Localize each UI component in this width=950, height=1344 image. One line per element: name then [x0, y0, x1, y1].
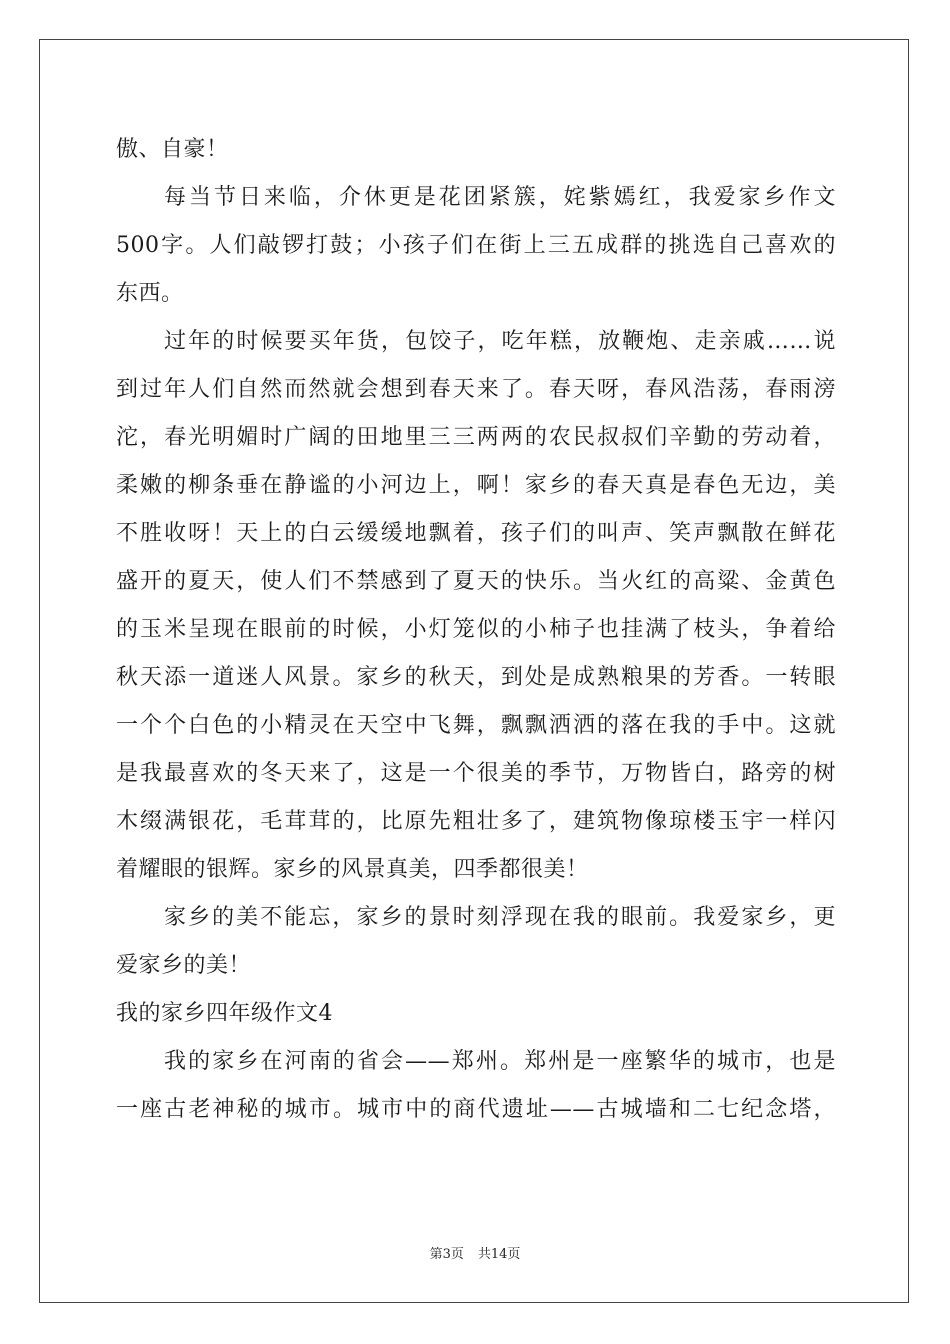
text-line: 是我最喜欢的冬天来了，这是一个很美的季节，万物皆白，路旁的树 — [116, 761, 836, 786]
section-heading: 我的家乡四年级作文4 — [116, 1001, 333, 1026]
page-number: 第3页 — [429, 1247, 464, 1262]
text-line: 不胜收呀！天上的白云缓缓地飘着，孩子们的叫声、笑声飘散在鲜花 — [116, 521, 836, 546]
text-line: 过年的时候要买年货，包饺子，吃年糕，放鞭炮、走亲戚……说 — [164, 329, 836, 354]
text-line: 一个个白色的小精灵在天空中飞舞，飘飘洒洒的落在我的手中。这就 — [116, 713, 836, 738]
text-line: 爱家乡的美！ — [116, 953, 252, 978]
document-body — [116, 126, 836, 1134]
page-footer — [0, 1245, 950, 1265]
text-line: 到过年人们自然而然就会想到春天来了。春天呀，春风浩荡，春雨滂 — [116, 377, 836, 402]
text-line: 傲、自豪！ — [116, 137, 229, 162]
text-line: 木缀满银花，毛茸茸的，比原先粗壮多了，建筑物像琼楼玉宇一样闪 — [116, 809, 836, 834]
text-line: 着耀眼的银辉。家乡的风景真美，四季都很美！ — [116, 857, 589, 882]
text-line: 每当节日来临，介休更是花团紧簇，姹紫嫣红，我爱家乡作文 — [164, 185, 836, 210]
text-line: 的玉米呈现在眼前的时候，小灯笼似的小柿子也挂满了枝头，争着给 — [116, 617, 836, 642]
text-line: 沱，春光明媚时广阔的田地里三三两两的农民叔叔们辛勤的劳动着， — [116, 425, 836, 450]
page-total: 共14页 — [477, 1247, 521, 1262]
text-line: 家乡的美不能忘，家乡的景时刻浮现在我的眼前。我爱家乡，更 — [164, 905, 836, 930]
text-line: 我的家乡在河南的省会——郑州。郑州是一座繁华的城市，也是 — [164, 1049, 836, 1074]
text-line: 盛开的夏天，使人们不禁感到了夏天的快乐。当火红的高粱、金黄色 — [116, 569, 836, 594]
text-line: 500字。人们敲锣打鼓；小孩子们在街上三五成群的挑选自己喜欢的 — [116, 233, 836, 258]
text-line: 一座古老神秘的城市。城市中的商代遗址——古城墙和二七纪念塔， — [116, 1097, 836, 1122]
text-line: 柔嫩的柳条垂在静谧的小河边上，啊！家乡的春天真是春色无边，美 — [116, 473, 836, 498]
text-line: 东西。 — [116, 281, 184, 306]
text-line: 秋天添一道迷人风景。家乡的秋天，到处是成熟粮果的芳香。一转眼 — [116, 665, 836, 690]
